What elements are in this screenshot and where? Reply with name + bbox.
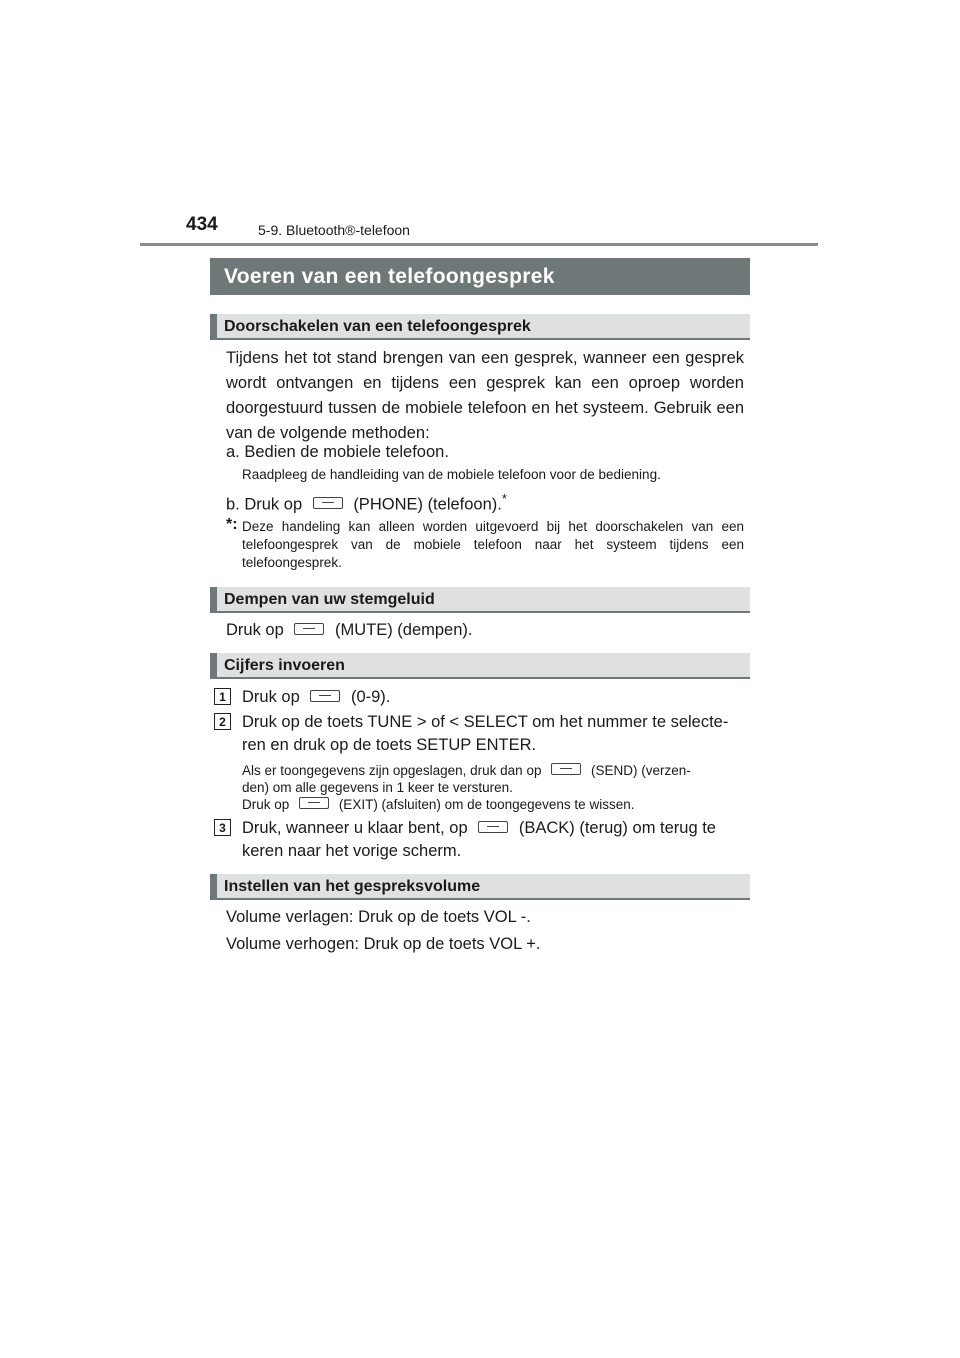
- step-2-note-1-cont: den) om alle gegevens in 1 keer te versturen.: [242, 780, 513, 795]
- digits-heading: Cijfers invoeren: [210, 653, 750, 679]
- step-3-line-1: [242, 817, 716, 839]
- step-3-prefix: Druk, wanneer u klaar bent, op: [242, 819, 468, 837]
- exit-button-icon: [299, 797, 329, 809]
- option-b-suffix: (PHONE) (telefoon).: [353, 495, 502, 514]
- digit-button-icon: [310, 690, 340, 702]
- step-2-note-2: [242, 796, 634, 814]
- step-2-note-1: [242, 762, 744, 780]
- option-a: a. Bedien de mobiele telefoon.: [226, 443, 449, 461]
- page-title: Voeren van een telefoongesprek: [210, 258, 750, 295]
- back-button-icon: [478, 821, 508, 833]
- mute-heading: Dempen van uw stemgeluid: [210, 587, 750, 613]
- page-number: 434: [186, 214, 218, 235]
- footnote-text: Deze handeling kan alleen worden uitgevoerd bij het doorschakelen van een telefoongesprek van de mobiele telefoon naar het systeem tijdens een telefoongesprek.: [242, 519, 744, 570]
- step-1-badge: 1: [214, 688, 231, 705]
- note-1-prefix: Als er toongegevens zijn opgeslagen, druk dan op: [242, 763, 542, 778]
- step-2-badge: 2: [214, 713, 231, 730]
- footnote-mark: *:: [226, 516, 238, 533]
- send-button-icon: [551, 763, 581, 775]
- step-2-line-2: ren en druk op de toets SETUP ENTER.: [242, 736, 537, 754]
- step-3-line-2: keren naar het vorige scherm.: [242, 842, 462, 860]
- option-b-asterisk: *: [501, 491, 507, 506]
- section-reference: 5-9. Bluetooth®-telefoon: [258, 222, 410, 238]
- volume-heading: Instellen van het gespreksvolume: [210, 874, 750, 900]
- option-b: [226, 488, 507, 516]
- volume-up: Volume verhogen: Druk op de toets VOL +.: [226, 935, 541, 953]
- step-3-badge: 3: [214, 819, 231, 836]
- step-1-text: [242, 686, 390, 708]
- step-3-suffix: (BACK) (terug) om terug te: [518, 819, 716, 837]
- transfer-heading: Doorschakelen van een telefoongesprek: [210, 314, 750, 340]
- option-b-prefix: b. Druk op: [226, 495, 303, 514]
- mute-suffix: (MUTE) (dempen).: [334, 621, 473, 639]
- step-2-line-1: Druk op de toets TUNE > of < SELECT om het nummer te selecte-: [242, 713, 729, 731]
- step-1-prefix: Druk op: [242, 688, 300, 706]
- option-a-note: Raadpleeg de handleiding van de mobiele telefoon voor de bediening.: [242, 467, 661, 482]
- note-2-suffix: (EXIT) (afsluiten) om de toongegevens te wissen.: [338, 797, 635, 812]
- transfer-intro: Tijdens het tot stand brengen van een gesprek, wanneer een gesprek wordt ontvangen en tijdens een gesprek kan een oproep worden doorgestuurd tussen de mobiele telefoon en het systeem. Gebruik een van de volgende methoden:: [226, 349, 744, 442]
- step-1-suffix: (0-9).: [350, 688, 391, 706]
- note-2-prefix: Druk op: [242, 797, 290, 812]
- mute-instruction: [226, 619, 473, 641]
- header-divider: [140, 243, 818, 246]
- phone-button-icon: [313, 497, 343, 509]
- note-1-suffix: (SEND) (verzen-: [591, 763, 691, 778]
- volume-down: Volume verlagen: Druk op de toets VOL -.: [226, 908, 531, 926]
- mute-button-icon: [294, 623, 324, 635]
- mute-prefix: Druk op: [226, 621, 284, 639]
